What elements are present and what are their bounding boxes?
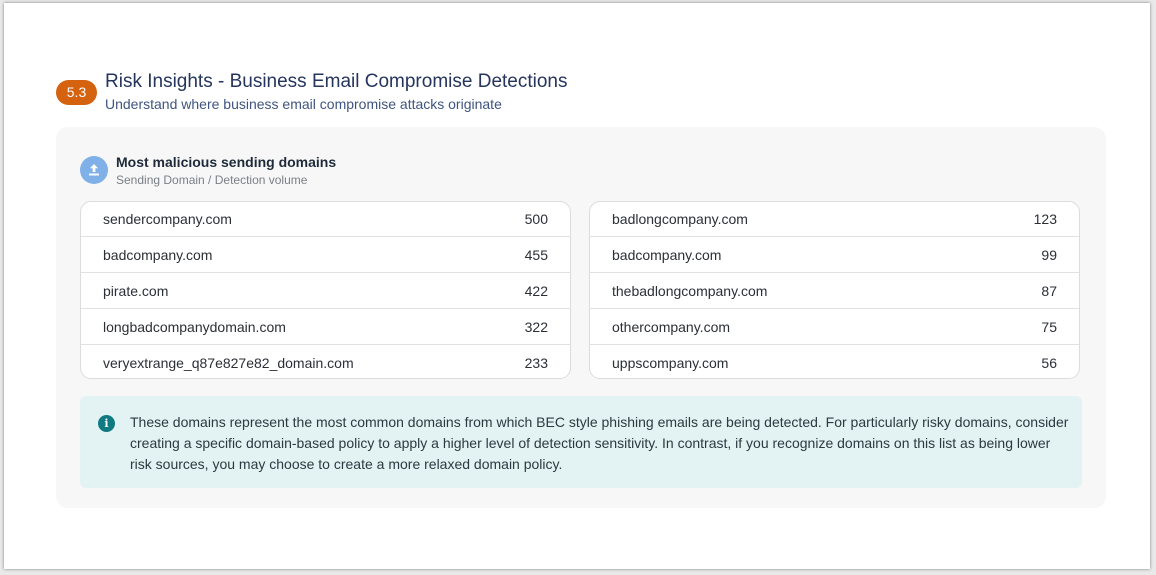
detection-count: 87	[1041, 282, 1057, 299]
card-subtitle: Sending Domain / Detection volume	[116, 173, 308, 187]
domains-table-right	[589, 201, 1080, 379]
domains-table-left	[80, 201, 571, 379]
domain-name: uppscompany.com	[612, 354, 729, 371]
card-text	[116, 153, 336, 188]
domain-name: thebadlongcompany.com	[612, 282, 768, 299]
detection-count: 233	[524, 354, 548, 371]
detection-count: 455	[524, 246, 548, 263]
section-number-badge: 5.3	[56, 80, 97, 105]
detection-count: 322	[524, 318, 548, 335]
domain-name: othercompany.com	[612, 318, 731, 335]
domain-name: pirate.com	[103, 282, 169, 299]
detection-count: 56	[1041, 354, 1057, 371]
malicious-domains-card	[56, 127, 1106, 508]
domain-name: longbadcompanydomain.com	[103, 318, 286, 335]
section-titles	[105, 70, 568, 113]
domain-name: veryextrange_q87e827e82_domain.com	[103, 354, 354, 371]
detection-count: 75	[1041, 318, 1057, 335]
detection-count: 422	[524, 282, 548, 299]
table-row	[81, 344, 570, 379]
table-row	[81, 236, 570, 272]
detection-count: 123	[1033, 211, 1057, 227]
section-subtitle: Understand where business email compromise attacks originate	[105, 96, 502, 112]
table-row	[590, 236, 1079, 272]
section-title: Risk Insights - Business Email Compromise Detections	[105, 71, 568, 92]
info-text: These domains represent the most common domains from which BEC style phishing emails are being detected. For particularly risky domains, consider creating a specific domain-based policy to apply a higher level of detection sensitivity. In contrast, if you recognize domains on this list as being lower risk sources, you may choose to create a more relaxed domain policy.	[130, 414, 1069, 472]
info-callout	[80, 396, 1082, 488]
upload-icon	[80, 156, 108, 184]
table-row	[81, 202, 570, 236]
detection-count: 99	[1041, 246, 1057, 263]
table-row	[590, 202, 1079, 236]
domain-name: badlongcompany.com	[612, 211, 748, 227]
table-row	[590, 344, 1079, 379]
table-row	[590, 308, 1079, 344]
report-frame	[4, 3, 1150, 569]
detection-count: 500	[524, 211, 548, 227]
domain-name: badcompany.com	[103, 246, 213, 263]
domain-name: badcompany.com	[612, 246, 722, 263]
table-row	[81, 272, 570, 308]
info-icon: i	[98, 415, 115, 432]
table-row	[81, 308, 570, 344]
card-title: Most malicious sending domains	[116, 154, 337, 170]
domain-name: sendercompany.com	[103, 211, 232, 227]
table-row	[590, 272, 1079, 308]
